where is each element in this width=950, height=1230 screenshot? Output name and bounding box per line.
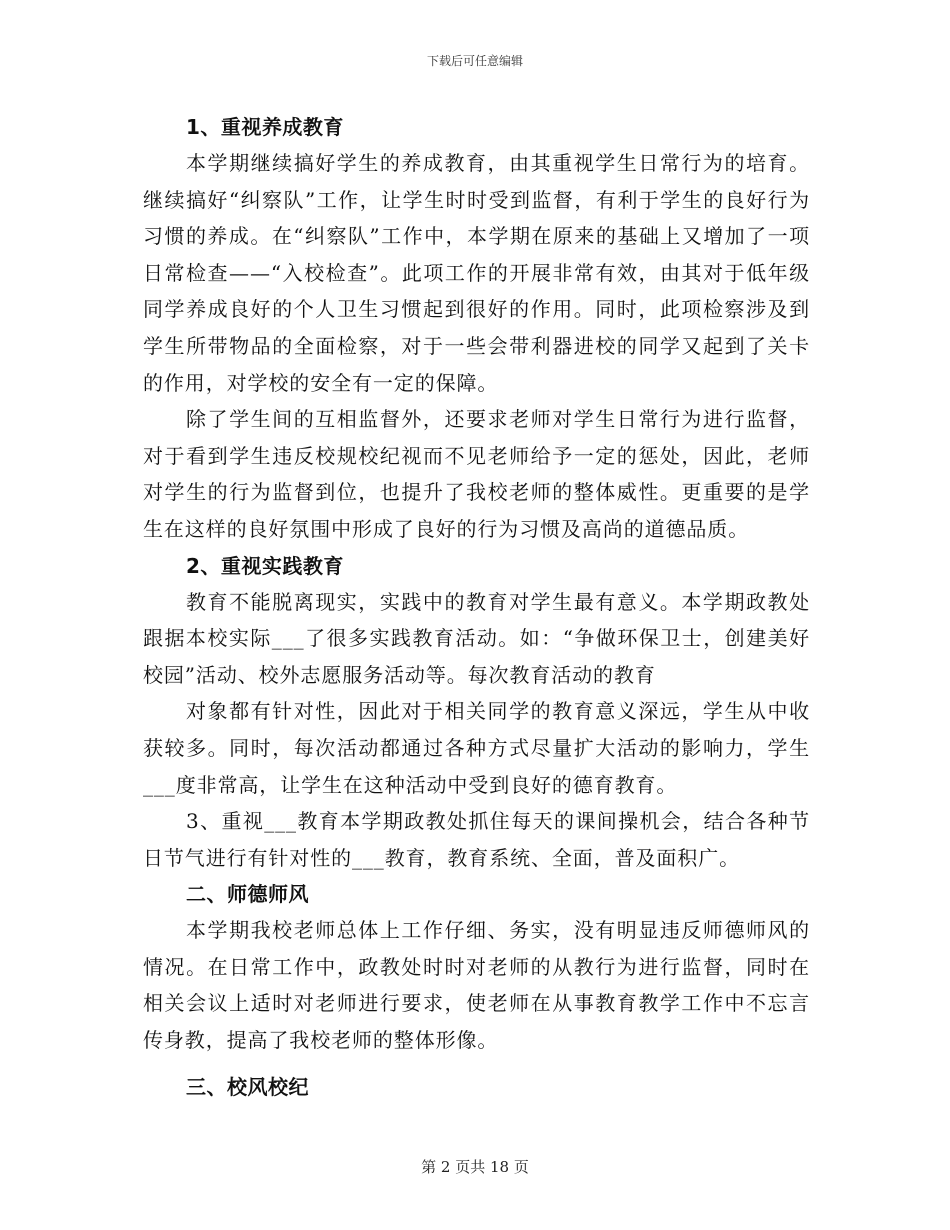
paragraph: 教育不能脱离现实，实践中的教育对学生最有意义。本学期政教处跟据本校实际___了很多实践教育活动。如：“争做环保卫士，创建美好校园”活动、校外志愿服务活动等。每次教育活动的教育 [143, 589, 810, 687]
document-body [143, 109, 810, 1105]
paragraph: 除了学生间的互相监督外，还要求老师对学生日常行为进行监督，对于看到学生违反校规校纪视而不见老师给予一定的惩处，因此，老师对学生的行为监督到位，也提升了我校老师的整体威性。更重要的是学生在这样的良好氛围中形成了良好的行为习惯及高尚的道德品质。 [143, 407, 810, 541]
section-heading: 2、重视实践教育 [186, 553, 344, 578]
paragraph: 3、重视___教育本学期政教处抓住每天的课间操机会，结合各种节日节气进行有针对性的___教育，教育系统、全面，普及面积广。 [143, 809, 810, 870]
paragraph: 本学期我校老师总体上工作仔细、务实，没有明显违反师德师风的情况。在日常工作中，政教处时时对老师的从教行为进行监督，同时在相关会议上适时对老师进行要求，使老师在从事教育教学工作中不忘言传身教，提高了我校老师的整体形像。 [143, 918, 810, 1053]
page-header: 下载后可任意编辑 [426, 54, 523, 68]
paragraph: 对象都有针对性，因此对于相关同学的教育意义深远，学生从中收获较多。同时，每次活动都通过各种方式尽量扩大活动的影响力，学生___度非常高，让学生在这种活动中受到良好的德育教育。 [143, 699, 810, 797]
section-heading: 1、重视养成教育 [186, 115, 344, 139]
paragraph: 本学期继续搞好学生的养成教育，由其重视学生日常行为的培育。继续搞好“纠察队”工作，让学生时时受到监督，有利于学生的良好行为习惯的养成。在“纠察队”工作中，本学期在原来的基础上又增加了一项日常检查——“入校检查”。此项工作的开展非常有效，由其对于低年级同学养成良好的个人卫生习惯起到很好的作用。同时，此项检察涉及到学生所带物品的全面检察，对于一些会带利器进校的同学又起到了关卡的作用，对学校的安全有一定的保障。 [143, 151, 810, 395]
page-footer: 第 2 页共 18 页 [421, 1158, 529, 1176]
section-heading: 二、师德师风 [186, 882, 309, 907]
section-heading: 三、校风校纪 [186, 1074, 309, 1099]
